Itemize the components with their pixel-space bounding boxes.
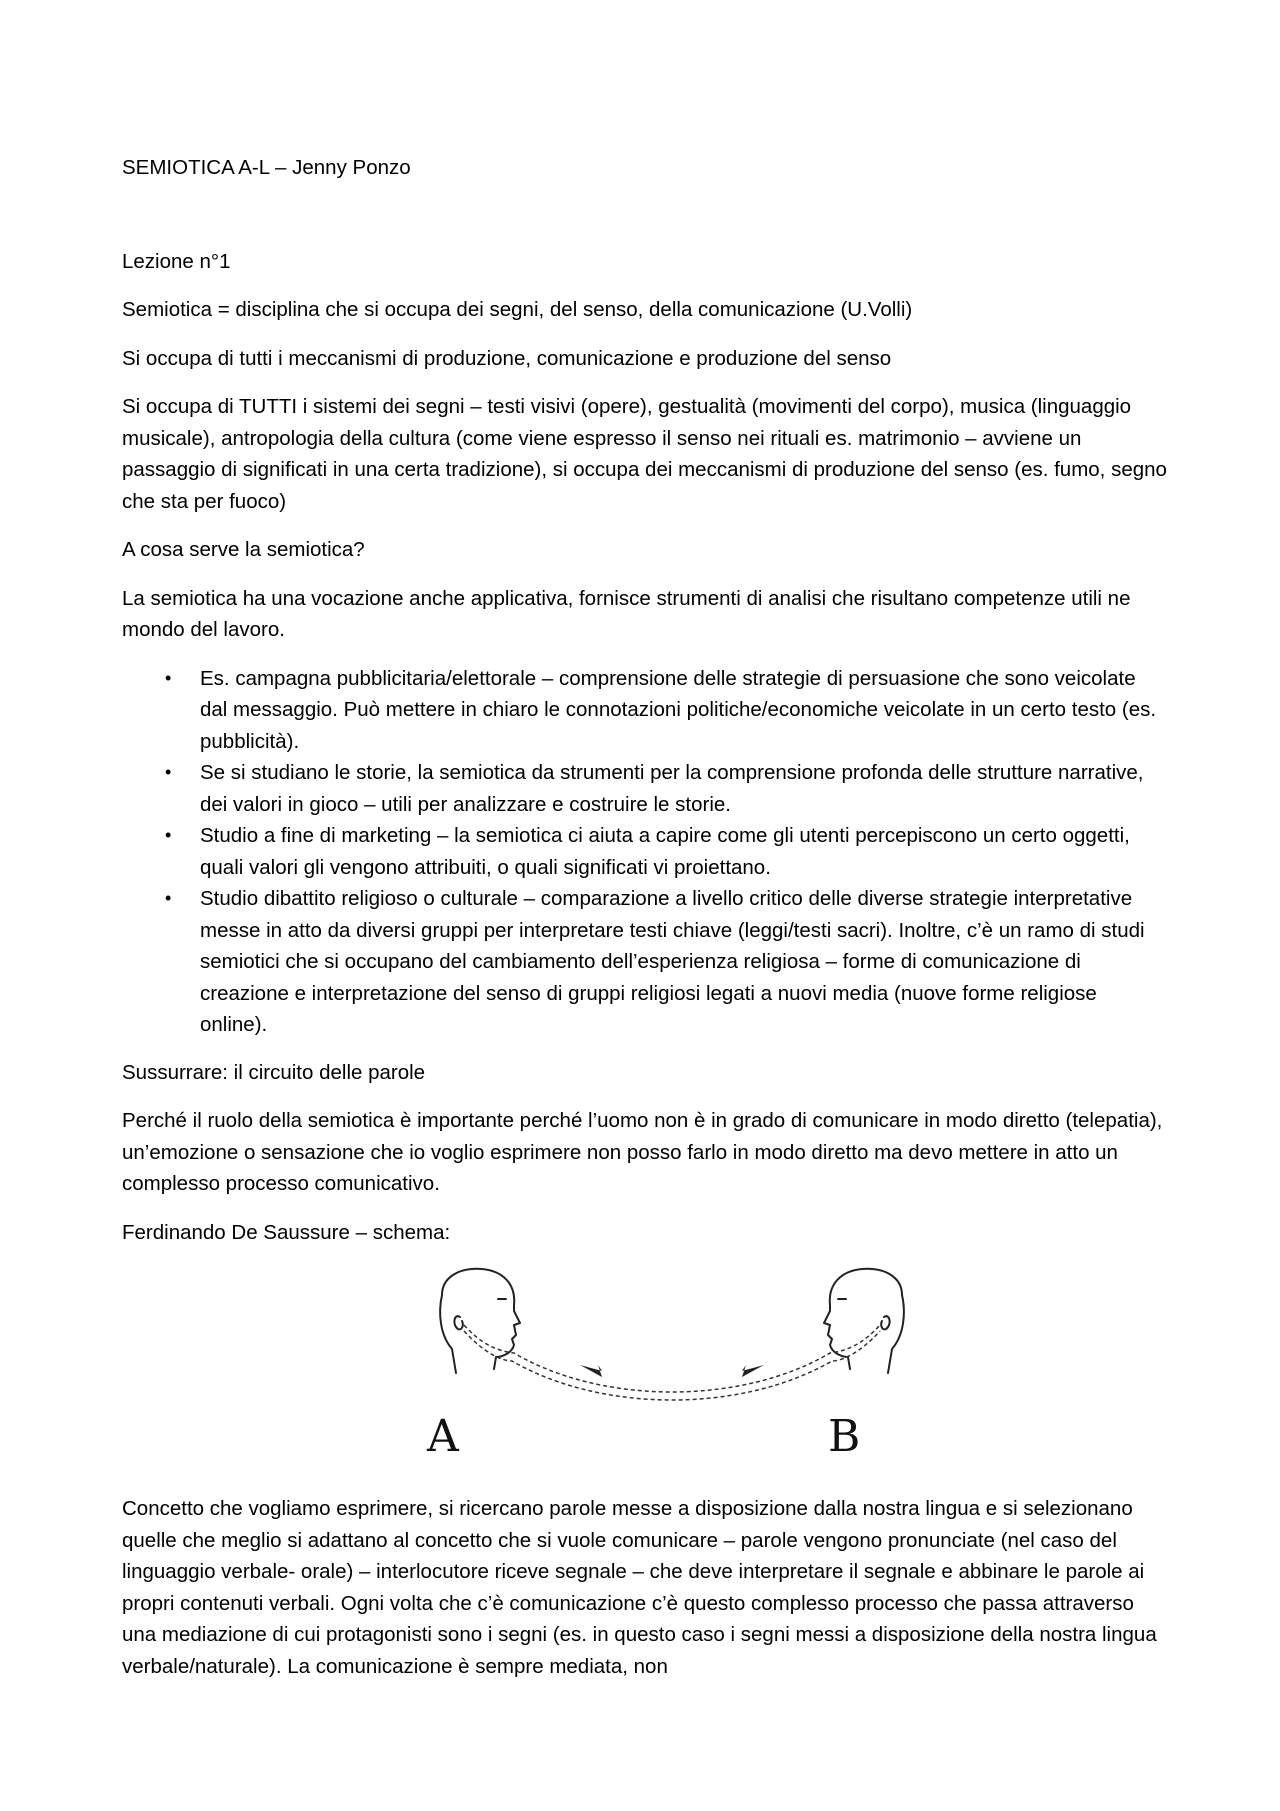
document-title: SEMIOTICA A-L – Jenny Ponzo [122, 156, 411, 179]
list-item [122, 883, 1167, 1041]
paragraph: La semiotica ha una vocazione anche applicativa, fornisce strumenti di analisi che risultano competenze utili ne mondo del lavoro. [122, 586, 1131, 641]
bullet-icon: • [165, 667, 172, 688]
speech-circuit-lines [464, 1325, 880, 1400]
lesson-heading: Lezione n°1 [122, 249, 231, 273]
bullet-icon: • [165, 762, 172, 782]
section-heading: Sussurrare: il circuito delle parole [122, 1060, 426, 1084]
paragraph: Concetto che vogliamo esprimere, si ricercano parole messe a disposizione dalla nostra lingua e si selezionano quelle che meglio si adattano al concetto che si vuole comunicare – parole vengono pronunciate (nel caso del linguaggio verbale- orale) – interlocutore riceve segnale – che deve interpretare il segnale e abbinare le parole ai propri contenuti verbali. Ogni volta che c’è comunicazione c’è questo complesso processo che passa attraverso una mediazione di cui protagonisti sono i segni (es. in questo caso i segni messi a disposizione della nostra lingua verbale/naturale). La comunicazione è sempre mediata, non [122, 1497, 1157, 1678]
arrow-left-icon [742, 1365, 764, 1377]
paragraph-question: A cosa serve la semiotica? [122, 538, 365, 561]
bullet-list [122, 663, 1167, 1041]
document-body [122, 152, 1167, 1699]
list-item [122, 820, 1167, 883]
list-item [122, 663, 1167, 758]
list-item-text: Se si studiano le storie, la semiotica da strumenti per la comprensione profonda delle strutture narrative, dei valori in gioco – utili per analizzare e costruire le storie. [200, 761, 1144, 816]
saussure-speech-circuit-figure [122, 1265, 1167, 1483]
figure-label-a: A [427, 1411, 459, 1462]
speech-circuit-illustration [402, 1265, 942, 1425]
list-item-text: Studio a fine di marketing – la semiotica ci aiuta a capire come gli utenti percepiscono un certo oggetti, quali valori gli vengono attribuiti, o quali significati vi proiettano. [200, 824, 1130, 879]
head-b-icon [824, 1269, 904, 1373]
direction-arrows [580, 1365, 764, 1377]
paragraph: Ferdinando De Saussure – schema: [122, 1220, 451, 1244]
list-item-text: Es. campagna pubblicitaria/elettorale – comprensione delle strategie di persuasione che sono veicolate dal messaggio. Può mettere in chiaro le connotazioni politiche/economiche veicolate in un certo testo (es. pubblicità). [200, 666, 1157, 753]
bullet-icon: • [165, 825, 172, 845]
bullet-icon: • [165, 888, 172, 908]
arrow-right-icon [580, 1365, 602, 1377]
list-item [122, 757, 1167, 820]
paragraph: Perché il ruolo della semiotica è importante perché l’uomo non è in grado di comunicare in modo diretto (telepatia), un’emozione o sensazione che io voglio esprimere non posso farlo in modo diretto ma devo mettere in atto un complesso processo comunicativo. [122, 1109, 1163, 1195]
head-a-icon [440, 1269, 520, 1373]
paragraph: Si occupa di tutti i meccanismi di produzione, comunicazione e produzione del senso [122, 346, 892, 370]
list-item-text: Studio dibattito religioso o culturale – comparazione a livello critico delle diverse strategie interpretative messe in atto da diversi gruppi per interpretare testi chiave (leggi/testi sacri). Inoltre, c’è un ramo di studi semiotici che si occupano del cambiamento dell’esperienza religiosa – forme di comunicazione di creazione e interpretazione del senso di gruppi religiosi legati a nuovi media (nuove forme religiose online). [200, 887, 1145, 1036]
paragraph: Semiotica = disciplina che si occupa dei segni, del senso, della comunicazione (U.Volli) [122, 298, 913, 321]
figure-label-b: B [828, 1411, 861, 1462]
paragraph: Si occupa di TUTTI i sistemi dei segni – testi visivi (opere), gestualità (movimenti del corpo), musica (linguaggio musicale), antropologia della cultura (come viene espresso il senso nei rituali es. matrimonio – avviene un passaggio di significati in una certa tradizione), si occupa dei meccanismi di produzione del senso (es. fumo, segno che sta per fuoco) [122, 395, 1167, 513]
